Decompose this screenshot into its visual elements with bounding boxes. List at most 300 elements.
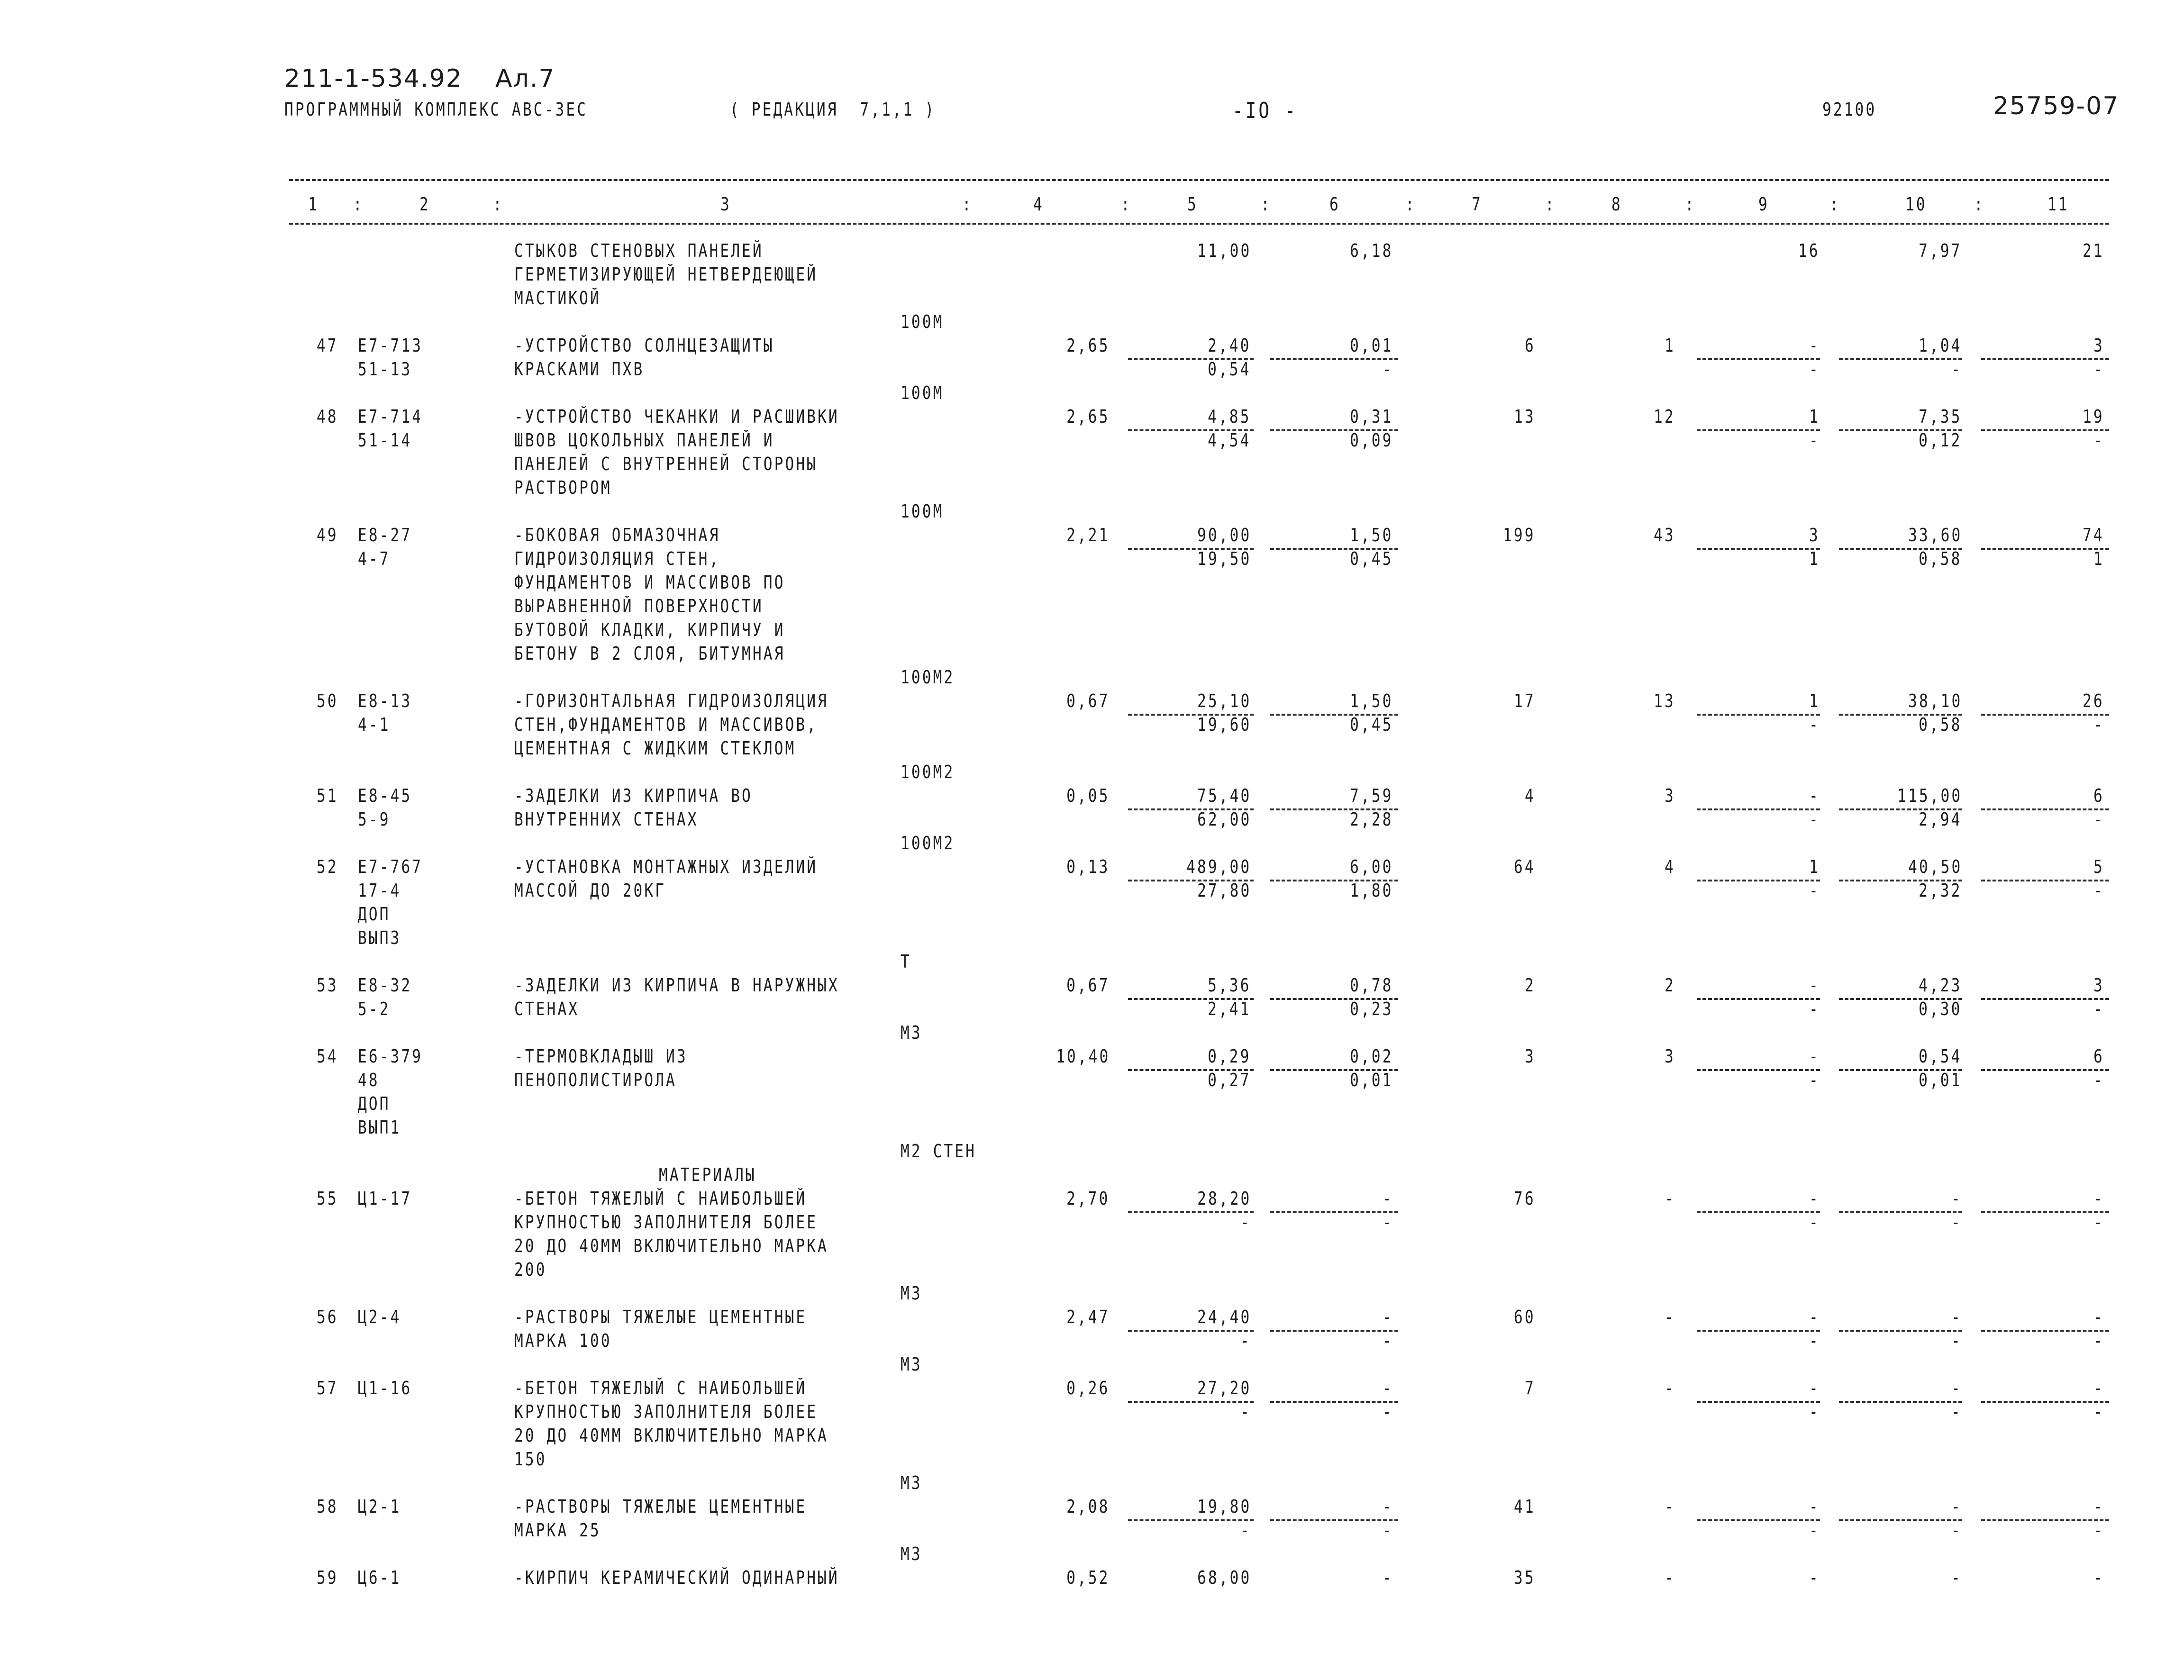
- work-description: -БОКОВАЯ ОБМАЗОЧНАЯ: [514, 525, 720, 545]
- cell-c8: 3: [1665, 1046, 1675, 1067]
- cell-c9: -: [1809, 1378, 1820, 1398]
- cell-lower-c9: -: [1809, 1330, 1820, 1351]
- cell-lower-c6: 1,80: [1350, 880, 1393, 901]
- cell-lower-c11: -: [2093, 1520, 2104, 1541]
- cell-c8: -: [1665, 1188, 1675, 1209]
- norm-code: Ц1-16: [358, 1378, 412, 1398]
- work-description: -РАСТВОРЫ ТЯЖЕЛЫЕ ЦЕМЕНТНЫЕ: [514, 1496, 807, 1517]
- work-description: -БЕТОН ТЯЖЕЛЫЙ С НАИБОЛЬШЕЙ: [514, 1188, 807, 1209]
- column-header-9: 9: [1758, 194, 1769, 215]
- cell-c8: -: [1665, 1496, 1675, 1517]
- cell-lower-c6: -: [1383, 1401, 1393, 1422]
- cell-lower-c5: -: [1240, 1401, 1251, 1422]
- norm-code: Е8-45: [358, 785, 412, 806]
- cell-lower-c10: 0,58: [1919, 714, 1962, 735]
- work-description: ВЫРАВНЕННОЙ ПОВЕРХНОСТИ: [514, 596, 764, 617]
- cell-lower-c11: -: [2093, 1401, 2104, 1422]
- work-description: -БЕТОН ТЯЖЕЛЫЙ С НАИБОЛЬШЕЙ: [514, 1378, 807, 1398]
- column-header-4: 4: [1033, 194, 1044, 215]
- cell-c11: 19: [2083, 406, 2104, 427]
- cell-c10: 115,00: [1897, 785, 1962, 806]
- cell-c7: 76: [1514, 1188, 1536, 1209]
- cell-c7: 64: [1514, 856, 1536, 877]
- cell-lower-c5: 0,27: [1208, 1070, 1251, 1090]
- cell-c9: 1: [1809, 856, 1820, 877]
- cell-c9: -: [1809, 1188, 1820, 1209]
- cell-lower-c9: -: [1809, 999, 1820, 1019]
- work-description: БУТОВОЙ КЛАДКИ, КИРПИЧУ И: [514, 619, 785, 640]
- cell-c10: 7,97: [1919, 240, 1962, 261]
- sub-rule-c9: [1697, 880, 1820, 881]
- work-description: ГИДРОИЗОЛЯЦИЯ СТЕН,: [514, 548, 720, 569]
- work-description: СТЫКОВ СТЕНОВЫХ ПАНЕЛЕЙ: [514, 240, 764, 261]
- norm-code: Е7-767: [358, 856, 423, 877]
- cell-c11: 21: [2083, 240, 2104, 261]
- cell-c4: 0,13: [1066, 856, 1110, 877]
- cell-lower-c9: -: [1809, 430, 1820, 451]
- unit-of-measure: М3: [901, 1022, 922, 1043]
- cell-c7: 60: [1514, 1307, 1536, 1327]
- cell-c7: 13: [1514, 406, 1536, 427]
- work-description: ЦЕМЕНТНАЯ С ЖИДКИМ СТЕКЛОМ: [514, 738, 796, 759]
- sub-rule-c9: [1697, 548, 1820, 550]
- cell-c5: 489,00: [1186, 856, 1251, 877]
- cell-lower-c10: 0,12: [1919, 430, 1962, 451]
- norm-code: ВЫП3: [358, 927, 401, 948]
- cell-c4: 2,47: [1066, 1307, 1110, 1327]
- row-number: 59: [317, 1567, 338, 1588]
- work-description: МАРКА 100: [514, 1330, 612, 1351]
- work-description: КРУПНОСТЬЮ ЗАПОЛНИТЕЛЯ БОЛЕЕ: [514, 1212, 818, 1233]
- cell-c10: -: [1951, 1188, 1962, 1209]
- cell-c8: -: [1665, 1378, 1675, 1398]
- work-description: 200: [514, 1259, 547, 1280]
- unit-of-measure: 100М2: [901, 833, 955, 854]
- column-separator: :: [1405, 194, 1416, 215]
- cell-c6: 6,00: [1350, 856, 1393, 877]
- cell-c5: 25,10: [1197, 690, 1251, 711]
- cell-c9: 3: [1809, 525, 1820, 545]
- cell-c4: 2,08: [1066, 1496, 1110, 1517]
- norm-code: ВЫП1: [358, 1117, 401, 1138]
- sub-rule-c11: [1981, 1519, 2109, 1521]
- cell-lower-c9: -: [1809, 1520, 1820, 1541]
- cell-c9: -: [1809, 1046, 1820, 1067]
- cell-lower-c6: -: [1383, 1212, 1393, 1233]
- column-header-8: 8: [1611, 194, 1622, 215]
- cell-c10: 7,35: [1919, 406, 1962, 427]
- norm-code: 51-14: [358, 430, 412, 451]
- cell-c11: 74: [2083, 525, 2104, 545]
- cell-c4: 0,67: [1066, 690, 1110, 711]
- edition-label: ( РЕДАКЦИЯ 7,1,1 ): [730, 99, 936, 120]
- column-header-3: 3: [720, 194, 731, 215]
- column-separator: :: [1829, 194, 1840, 215]
- sub-rule-c11: [1981, 358, 2109, 360]
- work-description: -ТЕРМОВКЛАДЫШ ИЗ: [514, 1046, 688, 1067]
- cell-c7: 6: [1525, 335, 1536, 356]
- work-description: -ГОРИЗОНТАЛЬНАЯ ГИДРОИЗОЛЯЦИЯ: [514, 690, 828, 711]
- cell-c9: 1: [1809, 406, 1820, 427]
- norm-code: Е8-27: [358, 525, 412, 545]
- sub-rule-c11: [1981, 1211, 2109, 1213]
- row-number: 47: [317, 335, 338, 356]
- cell-c10: -: [1951, 1496, 1962, 1517]
- sub-rule-c9: [1697, 1069, 1820, 1071]
- sub-rule-c9: [1697, 998, 1820, 1000]
- cell-c4: 0,67: [1066, 975, 1110, 996]
- cell-lower-c11: -: [2093, 809, 2104, 830]
- cell-c10: -: [1951, 1378, 1962, 1398]
- cell-c6: 6,18: [1350, 240, 1393, 261]
- cell-c6: -: [1383, 1378, 1393, 1398]
- cell-c7: 3: [1525, 1046, 1536, 1067]
- cell-c6: -: [1383, 1496, 1393, 1517]
- column-separator: :: [1121, 194, 1132, 215]
- cell-lower-c6: 0,45: [1350, 714, 1393, 735]
- unit-of-measure: М3: [901, 1283, 922, 1304]
- cell-c11: -: [2093, 1188, 2104, 1209]
- cell-c11: 26: [2083, 690, 2104, 711]
- column-separator: :: [1685, 194, 1696, 215]
- work-description: -РАСТВОРЫ ТЯЖЕЛЫЕ ЦЕМЕНТНЫЕ: [514, 1307, 807, 1327]
- sub-rule-c10: [1839, 1519, 1962, 1521]
- cell-lower-c9: -: [1809, 1401, 1820, 1422]
- cell-lower-c11: -: [2093, 714, 2104, 735]
- cell-c4: 0,26: [1066, 1378, 1110, 1398]
- row-number: 57: [317, 1378, 338, 1398]
- cell-lower-c11: -: [2093, 999, 2104, 1019]
- document-code: 211-1-534.92: [284, 64, 463, 93]
- column-separator: :: [493, 194, 504, 215]
- work-description: РАСТВОРОМ: [514, 477, 612, 498]
- cell-lower-c5: 19,50: [1197, 548, 1251, 569]
- norm-code: Е7-714: [358, 406, 423, 427]
- column-header-5: 5: [1187, 194, 1198, 215]
- work-description: ПАНЕЛЕЙ С ВНУТРЕННЕЙ СТОРОНЫ: [514, 454, 818, 474]
- cell-lower-c5: -: [1240, 1520, 1251, 1541]
- cell-c11: 3: [2093, 975, 2104, 996]
- cell-lower-c10: -: [1951, 1401, 1962, 1422]
- column-header-11: 11: [2048, 194, 2069, 215]
- sub-rule-c5: [1128, 1211, 1254, 1213]
- sub-rule-c5: [1128, 1330, 1254, 1332]
- cell-c11: -: [2093, 1567, 2104, 1588]
- work-description: ПЕНОПОЛИСТИРОЛА: [514, 1070, 677, 1090]
- work-description: -УСТАНОВКА МОНТАЖНЫХ ИЗДЕЛИЙ: [514, 856, 818, 877]
- cell-c7: 199: [1503, 525, 1536, 545]
- cell-c6: -: [1383, 1567, 1393, 1588]
- sub-rule-c9: [1697, 358, 1820, 360]
- cell-c5: 11,00: [1197, 240, 1251, 261]
- cell-lower-c5: -: [1240, 1212, 1251, 1233]
- cell-lower-c6: 0,23: [1350, 999, 1393, 1019]
- cell-c8: 3: [1665, 785, 1675, 806]
- cell-lower-c6: -: [1383, 359, 1393, 380]
- cell-c6: 0,01: [1350, 335, 1393, 356]
- table-top-rule: [289, 179, 2109, 181]
- cell-c11: -: [2093, 1378, 2104, 1398]
- sub-rule-c5: [1128, 1519, 1254, 1521]
- sub-rule-c5: [1128, 1401, 1254, 1403]
- sub-rule-c11: [1981, 998, 2109, 1000]
- cell-c5: 2,40: [1208, 335, 1251, 356]
- cell-lower-c10: 2,32: [1919, 880, 1962, 901]
- cell-c5: 90,00: [1197, 525, 1251, 545]
- cell-c8: 2: [1665, 975, 1675, 996]
- cell-lower-c6: 0,01: [1350, 1070, 1393, 1090]
- unit-of-measure: М3: [901, 1544, 922, 1564]
- row-number: 56: [317, 1307, 338, 1327]
- cell-lower-c10: 0,30: [1919, 999, 1962, 1019]
- work-description: -КИРПИЧ КЕРАМИЧЕСКИЙ ОДИНАРНЫЙ: [514, 1567, 839, 1588]
- cell-c10: 1,04: [1919, 335, 1962, 356]
- norm-code: 51-13: [358, 359, 412, 380]
- unit-of-measure: 100М: [901, 311, 944, 332]
- work-description: -УСТРОЙСТВО СОЛНЦЕЗАЩИТЫ: [514, 335, 774, 356]
- norm-code: 4-1: [358, 714, 391, 735]
- unit-of-measure: М3: [901, 1354, 922, 1375]
- work-description: БЕТОНУ В 2 СЛОЯ, БИТУМНАЯ: [514, 643, 785, 664]
- cell-lower-c6: 0,09: [1350, 430, 1393, 451]
- sub-rule-c6: [1270, 1519, 1398, 1521]
- cell-c6: 0,31: [1350, 406, 1393, 427]
- cell-c9: 16: [1798, 240, 1820, 261]
- row-number: 58: [317, 1496, 338, 1517]
- sub-rule-c10: [1839, 1401, 1962, 1403]
- cell-c7: 35: [1514, 1567, 1536, 1588]
- norm-code: Е7-713: [358, 335, 423, 356]
- work-description: КРУПНОСТЬЮ ЗАПОЛНИТЕЛЯ БОЛЕЕ: [514, 1401, 818, 1422]
- sheet-number: 25759-07: [1993, 92, 2120, 120]
- cell-c9: -: [1809, 785, 1820, 806]
- work-description: МАСТИКОЙ: [514, 288, 601, 309]
- cell-c4: 2,21: [1066, 525, 1110, 545]
- cell-c10: 33,60: [1908, 525, 1962, 545]
- program-name: ПРОГРАММНЫЙ КОМПЛЕКС АВС-3ЕС: [284, 99, 588, 120]
- cell-lower-c9: -: [1809, 1212, 1820, 1233]
- code-number: 92100: [1822, 99, 1877, 120]
- unit-of-measure: 100М: [901, 501, 944, 522]
- norm-code: ДОП: [358, 1093, 391, 1114]
- cell-lower-c10: -: [1951, 1212, 1962, 1233]
- cell-lower-c9: -: [1809, 359, 1820, 380]
- cell-c11: -: [2093, 1496, 2104, 1517]
- unit-of-measure: М2 СТЕН: [901, 1141, 977, 1162]
- cell-c8: 12: [1654, 406, 1675, 427]
- cell-lower-c10: 0,01: [1919, 1070, 1962, 1090]
- cell-lower-c9: 1: [1809, 548, 1820, 569]
- cell-c9: -: [1809, 1567, 1820, 1588]
- column-header-6: 6: [1329, 194, 1340, 215]
- cell-c11: 6: [2093, 785, 2104, 806]
- work-description: -ЗАДЕЛКИ ИЗ КИРПИЧА В НАРУЖНЫХ: [514, 975, 839, 996]
- sub-rule-c9: [1697, 808, 1820, 810]
- cell-c6: 1,50: [1350, 690, 1393, 711]
- sub-rule-c9: [1697, 1330, 1820, 1332]
- cell-c10: 40,50: [1908, 856, 1962, 877]
- work-description: МАССОЙ ДО 20КГ: [514, 880, 666, 901]
- page-number: -IO -: [1232, 98, 1298, 123]
- header-bottom-rule: [289, 223, 2109, 225]
- norm-code: 4-7: [358, 548, 391, 569]
- norm-code: Ц1-17: [358, 1188, 412, 1209]
- cell-c6: 0,02: [1350, 1046, 1393, 1067]
- cell-c5: 4,85: [1208, 406, 1251, 427]
- cell-lower-c10: -: [1951, 1330, 1962, 1351]
- cell-c5: 19,80: [1197, 1496, 1251, 1517]
- cell-c8: 4: [1665, 856, 1675, 877]
- sub-rule-c6: [1270, 1330, 1398, 1332]
- cell-c5: 24,40: [1197, 1307, 1251, 1327]
- cell-lower-c11: -: [2093, 1212, 2104, 1233]
- cell-c6: 7,59: [1350, 785, 1393, 806]
- sub-rule-c11: [1981, 1330, 2109, 1332]
- cell-lower-c5: 19,60: [1197, 714, 1251, 735]
- sub-rule-c9: [1697, 1211, 1820, 1213]
- work-description: ВНУТРЕННИХ СТЕНАХ: [514, 809, 699, 830]
- unit-of-measure: М3: [901, 1472, 922, 1493]
- cell-c7: 17: [1514, 690, 1536, 711]
- norm-code: 5-2: [358, 999, 391, 1019]
- column-header-10: 10: [1905, 194, 1927, 215]
- cell-c9: -: [1809, 1307, 1820, 1327]
- cell-lower-c6: -: [1383, 1330, 1393, 1351]
- norm-code: Е8-13: [358, 690, 412, 711]
- cell-c10: -: [1951, 1307, 1962, 1327]
- norm-code: 5-9: [358, 809, 391, 830]
- cell-c4: 10,40: [1056, 1046, 1110, 1067]
- sub-rule-c6: [1270, 1211, 1398, 1213]
- norm-code: ДОП: [358, 904, 391, 925]
- sub-rule-c11: [1981, 880, 2109, 881]
- cell-c11: 3: [2093, 335, 2104, 356]
- column-header-2: 2: [419, 194, 430, 215]
- cell-lower-c5: 27,80: [1197, 880, 1251, 901]
- sub-rule-c9: [1697, 1401, 1820, 1403]
- work-description: СТЕН,ФУНДАМЕНТОВ И МАССИВОВ,: [514, 714, 818, 735]
- column-separator: :: [1974, 194, 1985, 215]
- cell-c10: 4,23: [1919, 975, 1962, 996]
- row-number: 49: [317, 525, 338, 545]
- cell-c10: 0,54: [1919, 1046, 1962, 1067]
- cell-lower-c9: -: [1809, 880, 1820, 901]
- cell-c6: -: [1383, 1188, 1393, 1209]
- row-number: 54: [317, 1046, 338, 1067]
- cell-c7: 4: [1525, 785, 1536, 806]
- norm-code: Ц2-1: [358, 1496, 401, 1517]
- row-number: 55: [317, 1188, 338, 1209]
- column-separator: :: [962, 194, 973, 215]
- sub-rule-c6: [1270, 358, 1398, 360]
- row-number: 48: [317, 406, 338, 427]
- unit-of-measure: 100М2: [901, 667, 955, 688]
- cell-lower-c9: -: [1809, 714, 1820, 735]
- cell-c11: -: [2093, 1307, 2104, 1327]
- cell-c4: 2,65: [1066, 406, 1110, 427]
- sub-rule-c9: [1697, 429, 1820, 431]
- norm-code: Ц2-4: [358, 1307, 401, 1327]
- cell-c6: 0,78: [1350, 975, 1393, 996]
- sub-rule-c11: [1981, 714, 2109, 716]
- work-description: ГЕРМЕТИЗИРУЮЩЕЙ НЕТВЕРДЕЮЩЕЙ: [514, 264, 818, 285]
- row-number: 52: [317, 856, 338, 877]
- cell-lower-c11: -: [2093, 1070, 2104, 1090]
- cell-lower-c9: -: [1809, 809, 1820, 830]
- cell-lower-c11: -: [2093, 1330, 2104, 1351]
- norm-code: Е6-379: [358, 1046, 423, 1067]
- cell-c9: -: [1809, 1496, 1820, 1517]
- sub-rule-c9: [1697, 714, 1820, 716]
- cell-lower-c6: 2,28: [1350, 809, 1393, 830]
- sub-rule-c10: [1839, 1211, 1962, 1213]
- cell-lower-c6: 0,45: [1350, 548, 1393, 569]
- row-number: 50: [317, 690, 338, 711]
- work-description: МАРКА 25: [514, 1520, 601, 1541]
- work-description: ФУНДАМЕНТОВ И МАССИВОВ ПО: [514, 572, 785, 593]
- cell-c8: 13: [1654, 690, 1675, 711]
- work-description: КРАСКАМИ ПХВ: [514, 359, 645, 380]
- cell-lower-c11: 1: [2093, 548, 2104, 569]
- cell-c4: 2,65: [1066, 335, 1110, 356]
- cell-c5: 27,20: [1197, 1378, 1251, 1398]
- cell-c9: -: [1809, 975, 1820, 996]
- cell-c8: 43: [1654, 525, 1675, 545]
- cell-lower-c5: 2,41: [1208, 999, 1251, 1019]
- cell-lower-c10: 2,94: [1919, 809, 1962, 830]
- cell-c4: 2,70: [1066, 1188, 1110, 1209]
- norm-code: 17-4: [358, 880, 401, 901]
- sub-rule-c11: [1981, 808, 2109, 810]
- column-header-7: 7: [1472, 194, 1483, 215]
- cell-c8: 1: [1665, 335, 1675, 356]
- sub-rule-c11: [1981, 1069, 2109, 1071]
- cell-c9: 1: [1809, 690, 1820, 711]
- work-description: -УСТРОЙСТВО ЧЕКАНКИ И РАСШИВКИ: [514, 406, 839, 427]
- row-number: 51: [317, 785, 338, 806]
- work-description: 20 ДО 40ММ ВКЛЮЧИТЕЛЬНО МАРКА: [514, 1235, 828, 1256]
- unit-of-measure: 100М2: [901, 762, 955, 782]
- cell-lower-c5: 4,54: [1208, 430, 1251, 451]
- cell-c4: 0,52: [1066, 1567, 1110, 1588]
- cell-c7: 2: [1525, 975, 1536, 996]
- cell-lower-c10: -: [1951, 359, 1962, 380]
- cell-c11: 6: [2093, 1046, 2104, 1067]
- cell-c8: -: [1665, 1567, 1675, 1588]
- column-separator: :: [1261, 194, 1272, 215]
- cell-lower-c9: -: [1809, 1070, 1820, 1090]
- sub-rule-c11: [1981, 548, 2109, 550]
- cell-c5: 0,29: [1208, 1046, 1251, 1067]
- row-number: 53: [317, 975, 338, 996]
- cell-c5: 68,00: [1197, 1567, 1251, 1588]
- cell-lower-c10: 0,58: [1919, 548, 1962, 569]
- work-description: СТЕНАХ: [514, 999, 580, 1019]
- cell-c10: 38,10: [1908, 690, 1962, 711]
- sub-rule-c11: [1981, 429, 2109, 431]
- unit-of-measure: 100М: [901, 382, 944, 403]
- cell-c5: 75,40: [1197, 785, 1251, 806]
- cell-lower-c5: 0,54: [1208, 359, 1251, 380]
- sub-rule-c9: [1697, 1519, 1820, 1521]
- norm-code: 48: [358, 1070, 380, 1090]
- cell-c7: 7: [1525, 1378, 1536, 1398]
- cell-c9: -: [1809, 335, 1820, 356]
- cell-c6: -: [1383, 1307, 1393, 1327]
- work-description: ШВОВ ЦОКОЛЬНЫХ ПАНЕЛЕЙ И: [514, 430, 774, 451]
- work-description: -ЗАДЕЛКИ ИЗ КИРПИЧА ВО: [514, 785, 753, 806]
- work-description: 150: [514, 1449, 547, 1470]
